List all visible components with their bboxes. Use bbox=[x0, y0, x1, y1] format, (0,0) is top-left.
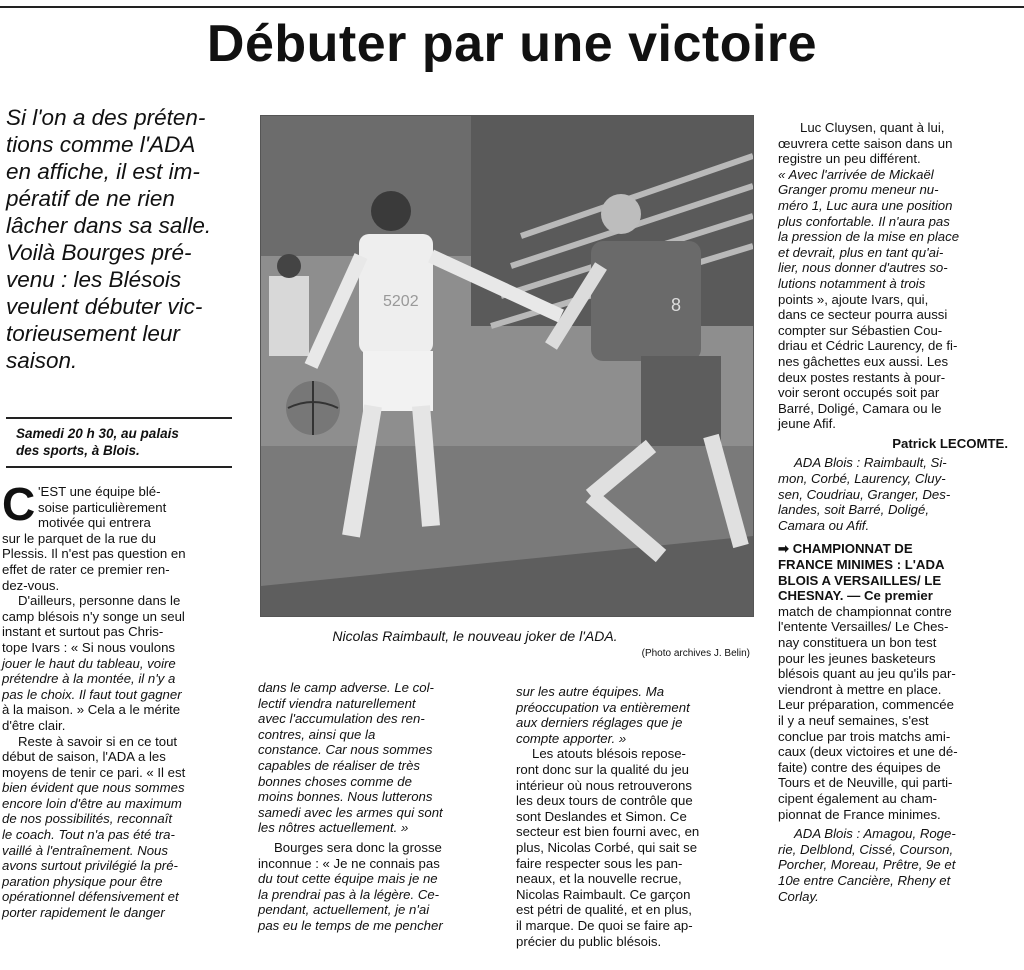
text-line: ➡ CHAMPIONNAT DE bbox=[778, 541, 913, 557]
text-line: tope Ivars : « Si nous voulons bbox=[2, 639, 176, 655]
text-line: capables de réaliser de très bbox=[258, 757, 421, 773]
text-line: D'ailleurs, personne dans le bbox=[18, 593, 181, 609]
text-line: sont Deslandes et Simon. Ce bbox=[516, 808, 687, 824]
text-line: pour les jeunes basketeurs bbox=[778, 650, 936, 666]
text-line: faite) contre des équipes de bbox=[778, 759, 941, 775]
text-line: à la maison. » Cela a le mérite bbox=[2, 702, 181, 718]
photo-basketball-players bbox=[260, 115, 754, 617]
text-line: points », ajoute Ivars, qui, bbox=[778, 291, 929, 307]
text-line: le coach. Tout n'a pas été tra- bbox=[2, 827, 175, 843]
text-line: est pétri de qualité, et en plus, bbox=[516, 902, 692, 918]
text-line: porter rapidement le danger bbox=[2, 905, 165, 921]
text-line: ADA Blois : Raimbault, Si- bbox=[794, 455, 947, 471]
text-line: du tout cette équipe mais je ne bbox=[258, 871, 438, 887]
text-line: inconnue : « Je ne connais pas bbox=[258, 855, 440, 871]
jersey-number-left: 5202 bbox=[383, 293, 419, 310]
text-line: l'entente Versailles/ Le Ches- bbox=[778, 619, 949, 635]
text-line: Reste à savoir si en ce tout bbox=[18, 733, 178, 749]
lede-line: Si l'on a des préten- bbox=[6, 105, 206, 130]
text-line: neaux, et la nouvelle recrue, bbox=[516, 871, 682, 887]
text-line: soise particulièrement bbox=[38, 499, 167, 515]
text-line: et devrait, plus en tant qu'ai- bbox=[778, 244, 944, 260]
text-line: Granger promu meneur nu- bbox=[778, 182, 939, 198]
text-line: Camara ou Afif. bbox=[778, 517, 870, 533]
text-line: blésois quant au jeu qu'ils par- bbox=[778, 666, 956, 682]
text-line: instant et surtout pas Chris- bbox=[2, 624, 164, 640]
lede-line: lâcher dans sa salle. bbox=[6, 213, 212, 238]
text-line: Barré, Doligé, Camara ou le bbox=[778, 400, 942, 416]
text-line: Nicolas Raimbault. Ce garçon bbox=[516, 886, 691, 902]
text-line: Bourges sera donc la grosse bbox=[274, 839, 442, 855]
text-line: bien évident que nous sommes bbox=[2, 780, 185, 796]
text-line: précier du public blésois. bbox=[516, 933, 662, 949]
photo-credit: (Photo archives J. Belin) bbox=[641, 648, 750, 659]
text-line: sen, Coudriau, Granger, Des- bbox=[778, 486, 951, 502]
article-column-4 bbox=[778, 120, 1020, 904]
text-line: constance. Car nous sommes bbox=[258, 742, 433, 758]
text-line: nay constituera un bon test bbox=[778, 635, 937, 650]
text-line: il marque. De quoi se faire ap- bbox=[516, 917, 693, 933]
text-line: lutions notamment à trois bbox=[778, 275, 926, 291]
text-line: faire respecter sous les pan- bbox=[516, 855, 683, 871]
text-line: effet de rater ce premier ren- bbox=[2, 561, 170, 577]
roster-ada-blois-minimes bbox=[778, 826, 1020, 904]
text-line: compte apporter. » bbox=[516, 730, 627, 746]
article-column-3 bbox=[516, 684, 756, 949]
text-line: Porcher, Moreau, Prêtre, 9e et bbox=[778, 857, 956, 873]
text-line: lier, nous donner d'autres so- bbox=[778, 260, 948, 276]
jersey-number-right: 8 bbox=[671, 295, 682, 315]
text-line: bonnes choses comme de bbox=[258, 773, 412, 789]
top-rule bbox=[0, 6, 1024, 8]
lede-paragraph bbox=[6, 104, 242, 374]
text-line: les deux tours de contrôle que bbox=[516, 793, 693, 809]
text-line: Corlay. bbox=[778, 888, 819, 904]
text-line: viendront à mettre en place. bbox=[778, 681, 942, 697]
text-line: secteur est bien fourni avec, en bbox=[516, 824, 700, 840]
divider-rule bbox=[6, 417, 232, 419]
text-line: pas le choix. Il faut tout gagner bbox=[2, 686, 182, 702]
headline: Débuter par une victoire bbox=[206, 15, 818, 73]
text-line: sur les autre équipes. Ma bbox=[516, 684, 665, 699]
text-line: driau et Cédric Laurency, de fi- bbox=[778, 338, 958, 354]
text-line: 'EST une équipe blé- bbox=[38, 484, 161, 499]
lede-line: pératif de ne rien bbox=[6, 186, 175, 211]
text-line: camp blésois n'y songe un seul bbox=[2, 608, 185, 624]
text-line: aux derniers réglages que je bbox=[516, 715, 683, 731]
text-line: début de saison, l'ADA a les bbox=[2, 749, 166, 765]
text-line: dez-vous. bbox=[2, 577, 60, 593]
text-line: registre un peu différent. bbox=[778, 151, 921, 167]
section-heading-championnat bbox=[778, 541, 1020, 603]
text-line: la prendrai pas à la légère. Ce- bbox=[258, 886, 440, 902]
text-line: « Avec l'arrivée de Mickaël bbox=[778, 166, 934, 182]
text-line: deux postes restants à pour- bbox=[778, 369, 946, 385]
text-line: pas eu le temps de me pencher bbox=[258, 917, 443, 933]
text-line: de nos possibilités, reconnaît bbox=[2, 811, 173, 827]
text-line: moins bonnes. Nous lutterons bbox=[258, 789, 433, 805]
text-line: conclue par trois matchs ami- bbox=[778, 728, 951, 744]
text-line: plus, Nicolas Corbé, qui sait se bbox=[516, 839, 698, 855]
article-column-1 bbox=[2, 478, 238, 921]
text-line: œuvrera cette saison dans un bbox=[778, 135, 953, 151]
text-line: avec l'accumulation des ren- bbox=[258, 711, 425, 727]
text-line: moyens de tenir ce pari. « Il est bbox=[2, 764, 186, 780]
event-info-line: des sports, à Blois. bbox=[16, 443, 140, 458]
text-line: jouer le haut du tableau, voire bbox=[2, 655, 176, 671]
lede-line: Voilà Bourges pré- bbox=[6, 240, 192, 265]
text-line: la pression de la mise en place bbox=[778, 229, 960, 245]
text-line: motivée qui entrera bbox=[38, 515, 151, 531]
lede-line: tions comme l'ADA bbox=[6, 132, 196, 157]
text-line: match de championnat contre bbox=[778, 603, 952, 619]
text-line: d'être clair. bbox=[2, 717, 66, 733]
text-line: 10e entre Cancière, Rheny et bbox=[778, 872, 951, 888]
lede-line: venu : les Blésois bbox=[6, 267, 182, 292]
text-line: samedi avec les armes qui sont bbox=[258, 804, 443, 820]
text-line: plus confortable. Il n'aura pas bbox=[778, 213, 950, 229]
text-line: pendant, actuellement, je n'ai bbox=[258, 902, 430, 918]
text-line: FRANCE MINIMES : L'ADA bbox=[778, 557, 945, 573]
author-byline: Patrick LECOMTE. bbox=[892, 435, 1008, 451]
lede-line: saison. bbox=[6, 348, 78, 373]
photo-illustration bbox=[261, 116, 753, 616]
text-line: nes gâchettes eux aussi. Les bbox=[778, 353, 949, 369]
text-line: Les atouts blésois repose- bbox=[532, 746, 686, 762]
text-line: avons surtout privilégié la pré- bbox=[2, 858, 178, 874]
text-line: pionnat de France minimes. bbox=[778, 806, 941, 822]
text-line: préoccupation va entièrement bbox=[516, 699, 690, 715]
text-line: lectif viendra naturellement bbox=[258, 695, 416, 711]
roster-ada-blois bbox=[778, 455, 1020, 533]
text-line: Tours et de Neuville, qui parti- bbox=[778, 775, 953, 791]
text-line: cipent également au cham- bbox=[778, 790, 938, 806]
text-line: rie, Delblond, Cissé, Courson, bbox=[778, 841, 954, 857]
text-line: intérieur où nous retrouverons bbox=[516, 777, 692, 793]
text-line: encore loin d'être au maximum bbox=[2, 795, 182, 811]
lede-line: en affiche, il est im- bbox=[6, 159, 200, 184]
text-line: caux (deux victoires et une dé- bbox=[778, 744, 958, 760]
article-column-2 bbox=[258, 680, 498, 934]
text-line: voir seront occupés soit par bbox=[778, 385, 940, 401]
text-line: paration physique pour être bbox=[2, 873, 163, 889]
event-info bbox=[16, 425, 236, 459]
text-line: jeune Afif. bbox=[778, 416, 836, 432]
text-line: BLOIS A VERSAILLES/ LE bbox=[778, 572, 942, 588]
text-line: méro 1, Luc aura une position bbox=[778, 197, 953, 213]
text-line: il y a neuf semaines, s'est bbox=[778, 712, 929, 728]
text-line: dans ce secteur pourra aussi bbox=[778, 307, 948, 323]
text-line: prétendre à la montée, il n'y a bbox=[2, 671, 176, 687]
dropcap: C bbox=[2, 478, 36, 530]
text-line: vaillé à l'entraînement. Nous bbox=[2, 842, 168, 858]
lede-line: veulent débuter vic- bbox=[6, 294, 203, 319]
text-line: sur le parquet de la rue du bbox=[2, 530, 156, 546]
text-line: dans le camp adverse. Le col- bbox=[258, 680, 434, 695]
text-line: compter sur Sébastien Cou- bbox=[778, 322, 943, 338]
photo-caption: Nicolas Raimbault, le nouveau joker de l'ADA. bbox=[332, 628, 618, 644]
text-line: Leur préparation, commencée bbox=[778, 697, 954, 713]
event-info-line: Samedi 20 h 30, au palais bbox=[16, 426, 179, 441]
text-line: les nôtres actuellement. » bbox=[258, 820, 409, 836]
text-line: Luc Cluysen, quant à lui, bbox=[800, 120, 945, 135]
text-line: ront donc sur la qualité du jeu bbox=[516, 761, 690, 777]
text-line: opérationnel défensivement et bbox=[2, 889, 179, 905]
divider-rule bbox=[6, 466, 232, 468]
text-line: mon, Corbé, Laurency, Cluy- bbox=[778, 471, 946, 487]
text-line: Plessis. Il n'est pas question en bbox=[2, 546, 186, 562]
text-line: contres, ainsi que la bbox=[258, 726, 376, 742]
text-line: ADA Blois : Amagou, Roge- bbox=[794, 826, 956, 842]
lede-line: torieusement leur bbox=[6, 321, 180, 346]
text-line: CHESNAY. — Ce premier bbox=[778, 588, 933, 604]
text-line: landes, soit Barré, Doligé, bbox=[778, 502, 929, 518]
